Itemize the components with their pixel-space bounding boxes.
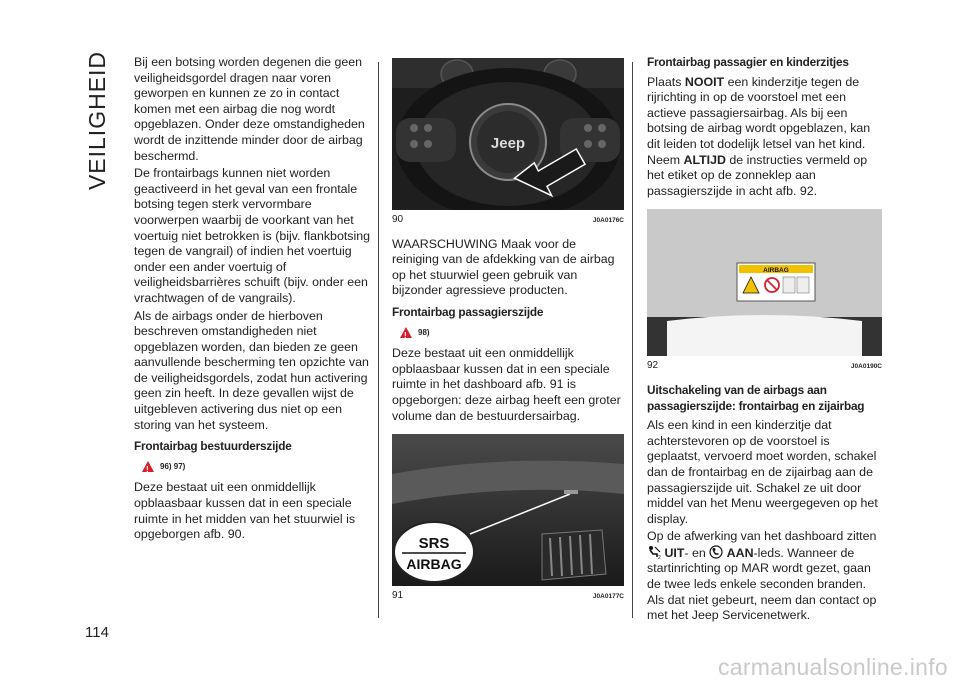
column-2 bbox=[392, 58, 624, 613]
section-heading: Frontairbag passagier en kinderzitjes bbox=[647, 55, 849, 69]
figure-number: 91 bbox=[392, 590, 404, 602]
figure-code: J0A0177C bbox=[592, 593, 624, 601]
emphasis-always: ALTIJD bbox=[683, 152, 726, 167]
led-off-label: UIT bbox=[664, 545, 685, 560]
figure-number: 90 bbox=[392, 214, 404, 225]
paragraph: De frontairbags kunnen niet worden geactiveerd in het geval van een frontale botsing tegen sterk vervormbare voorwerpen waarbij de voorkant van het voertuig niet betrokken is (bijv. flankbotsing tegen de vangrail) of indien het voertuig onder een ander voertuig of veiligheidsbarrières schuift (bijv. onder een vrachtwagen of de vangrails). bbox=[134, 166, 371, 305]
paragraph: Deze bestaat uit een onmiddellijk opblaasbaar kussen dat in een speciale ruimte in het midden van het stuurwiel is opgeborgen afb. 90. bbox=[134, 480, 356, 542]
warning-reference-text: 98) bbox=[418, 327, 430, 337]
paragraph: Als de airbags onder de hierboven beschreven omstandigheden niet opgeblazen worden, dan bieden ze geen aanvullende bescherming ten opzichte van de veiligheidsgordels, zodat hun activering geen zin heeft. In deze gevallen wijst de uitgebleven activering dus niet op een storing van het systeem. bbox=[134, 308, 369, 432]
figure-91 bbox=[392, 434, 624, 605]
passenger-airbag-on-icon bbox=[709, 545, 723, 559]
airbag-label: AIRBAG bbox=[406, 556, 462, 573]
svg-text:2: 2 bbox=[658, 554, 661, 559]
steering-wheel-illustration bbox=[392, 58, 624, 210]
warning-triangle-icon bbox=[400, 327, 412, 338]
sun-visor-illustration bbox=[647, 209, 882, 356]
column-1 bbox=[134, 55, 370, 545]
visor-airbag-label: AIRBAG bbox=[763, 267, 789, 275]
warning-reference-text: 96) 97) bbox=[160, 461, 186, 471]
paragraph: Als een kind in een kinderzitje dat achterstevoren op de voorstoel is geplaatst, vervoerd moet worden, schakel dan de frontairbag en de zijairbag aan de passagierszijde uit. Schakel ze uit door middel van het Menu weergegeven op het display. bbox=[647, 418, 878, 526]
passenger-airbag-off-icon bbox=[647, 545, 661, 559]
section-heading: Uitschakeling van de airbags aan passagierszijde: frontairbag en zijairbag bbox=[647, 382, 865, 413]
sun-visor-photo bbox=[647, 209, 882, 356]
page-number: 114 bbox=[85, 624, 109, 641]
text-run: Plaats bbox=[647, 74, 685, 89]
figure-caption bbox=[392, 588, 624, 605]
figure-92 bbox=[647, 209, 882, 375]
srs-label: SRS bbox=[418, 535, 450, 553]
paragraph: Bij een botsing worden degenen die geen veiligheidsgordel dragen naar voren geworpen en kunnen ze zo in contact komen met een airbag die nog wordt opgeblazen. Onder deze omstandigheden wordt de inzittende minder door de airbag beschermd. bbox=[134, 55, 365, 163]
section-heading: Frontairbag passagierszijde bbox=[392, 304, 544, 319]
dashboard-photo bbox=[392, 434, 624, 586]
paragraph: WAARSCHUWING Maak voor de reiniging van de afdekking van de airbag op het stuurwiel geen gebruik van bijzonder agressieve producten. bbox=[392, 236, 615, 298]
figure-caption bbox=[647, 358, 882, 375]
column-divider-2 bbox=[632, 62, 633, 618]
figure-code: J0A0190C bbox=[850, 363, 882, 371]
text-run: -leds. Wanneer de startinrichting op MAR wordt gezet, gaan de twee leds enkele seconden branden. Als dat niet gebeurt, neem dan contact op met het Jeep Servicenetwerk. bbox=[647, 545, 877, 623]
paragraph bbox=[647, 529, 882, 624]
figure-code: J0A0176C bbox=[592, 217, 624, 224]
steering-wheel-photo bbox=[392, 58, 624, 210]
led-on-label: AAN bbox=[726, 545, 754, 560]
side-title bbox=[78, 50, 118, 190]
watermark: carmanualsonline.info bbox=[717, 654, 948, 680]
text-run: - en bbox=[684, 545, 710, 560]
dashboard-illustration bbox=[392, 434, 624, 586]
warning-reference bbox=[142, 459, 370, 475]
warning-triangle-icon bbox=[142, 461, 154, 472]
section-heading: Frontairbag bestuurderszijde bbox=[134, 439, 292, 454]
column-3 bbox=[647, 55, 882, 626]
figure-number: 92 bbox=[647, 360, 659, 372]
side-title-text: VEILIGHEID bbox=[84, 50, 111, 190]
paragraph bbox=[647, 75, 882, 200]
figure-90 bbox=[392, 58, 624, 229]
column-divider-1 bbox=[378, 62, 379, 618]
jeep-logo: Jeep bbox=[490, 135, 526, 152]
warning-reference bbox=[400, 325, 624, 341]
text-run: de instructies vermeld op het etiket op de zonneklep aan passagierszijde in acht afb. 92. bbox=[647, 152, 868, 198]
text-run: Op de afwerking van het dashboard zitten bbox=[647, 529, 877, 544]
emphasis-never: NOOIT bbox=[684, 74, 725, 89]
paragraph: Deze bestaat uit een onmiddellijk opblaasbaar kussen dat in een speciale ruimte in het dashboard afb. 91 is opgeborgen: deze airbag heeft een groter volume dan de bestuurdersairbag. bbox=[392, 346, 621, 423]
figure-caption bbox=[392, 212, 624, 229]
text-run: een kinderzitje tegen de rijrichting in op de voorstoel met een actieve passagiersairbag. Als bij een botsing de airbag wordt opgeblazen, kan dit leiden tot dodelijk letsel van het kind. Neem bbox=[647, 74, 871, 167]
